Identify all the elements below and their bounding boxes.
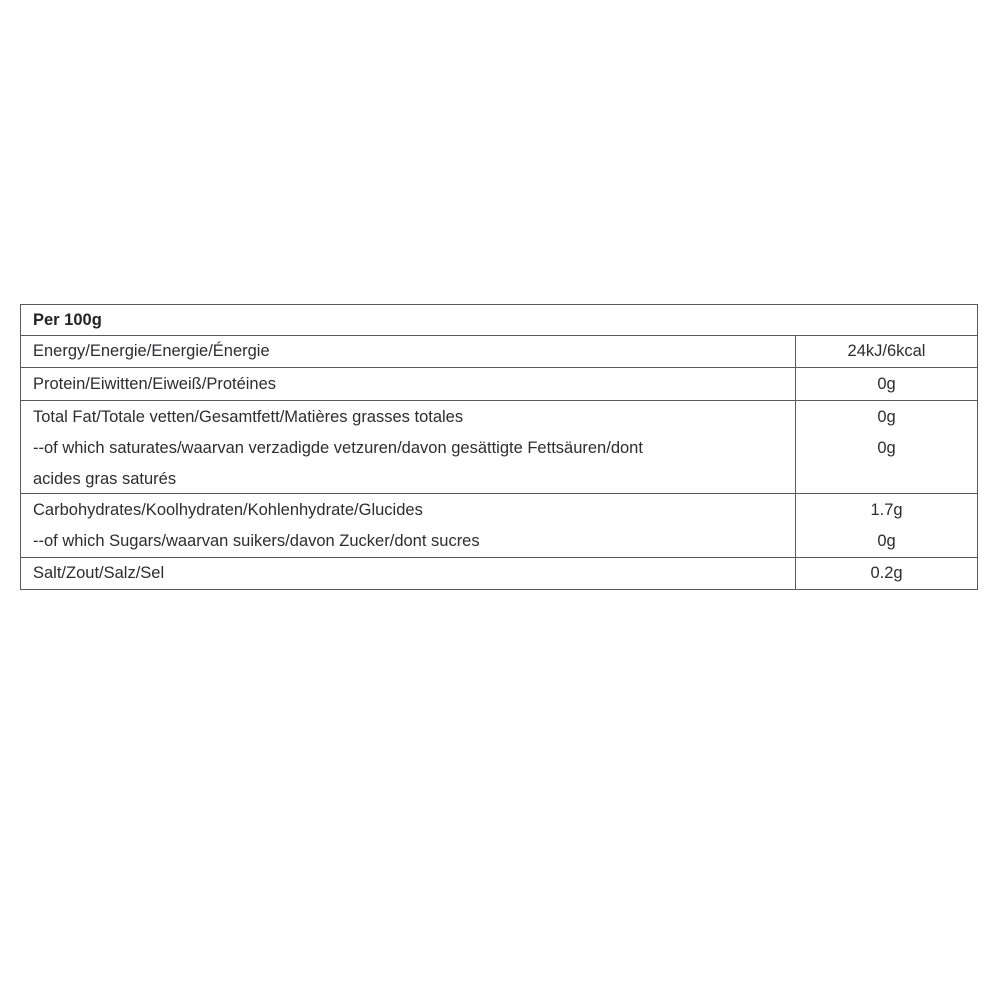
table-row-salt [21, 557, 977, 589]
carb-value-line-1: 1.7g [870, 501, 903, 519]
fat-label-line-3: acides gras saturés [33, 470, 177, 488]
nutrient-value-protein: 0g [795, 368, 977, 400]
nutrient-value-fat [795, 401, 977, 493]
table-row-energy [21, 335, 977, 367]
nutrition-table [20, 304, 978, 590]
nutrient-label-carbohydrates [21, 494, 795, 557]
fat-label-line-2: --of which saturates/waarvan verzadigde vetzuren/davon gesättigte Fettsäuren/dont [33, 439, 643, 457]
nutrient-value-salt: 0.2g [795, 558, 977, 589]
nutrient-label-energy: Energy/Energie/Energie/Énergie [33, 342, 270, 360]
fat-label-line-1: Total Fat/Totale vetten/Gesamtfett/Matières grasses totales [33, 408, 464, 426]
fat-value-line-1: 0g [877, 408, 896, 426]
nutrient-value-energy: 24kJ/6kcal [795, 336, 977, 367]
fat-value-line-2: 0g [877, 439, 896, 457]
table-row-fat [21, 400, 977, 493]
nutrient-label-salt: Salt/Zout/Salz/Sel [33, 564, 165, 582]
nutrient-label-protein: Protein/Eiwitten/Eiweiß/Protéines [33, 374, 277, 393]
carb-label-line-2: --of which Sugars/waarvan suikers/davon Zucker/dont sucres [33, 532, 480, 550]
table-row-protein [21, 367, 977, 400]
carb-label-line-1: Carbohydrates/Koolhydraten/Kohlenhydrate/Glucides [33, 501, 423, 519]
table-row-carbohydrates [21, 493, 977, 557]
per-100g-header: Per 100g [33, 310, 102, 329]
table-header-row [21, 305, 977, 335]
nutrient-label-fat [21, 401, 795, 493]
carb-value-line-2: 0g [877, 532, 896, 550]
nutrient-value-carbohydrates [795, 494, 977, 557]
